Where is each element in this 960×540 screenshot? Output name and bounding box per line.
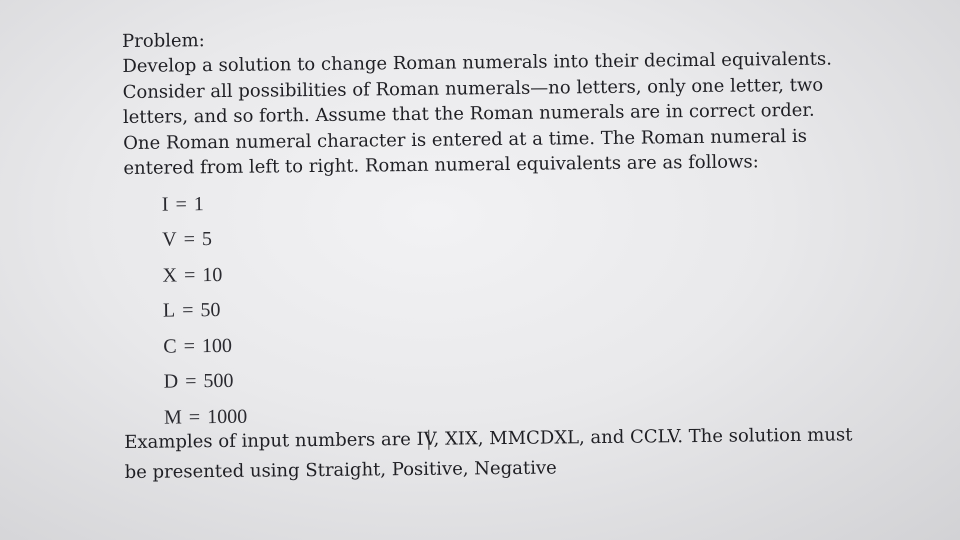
numeral-value: 50 [200,298,221,322]
equals-sign: = [183,263,196,286]
numeral: X [162,263,178,287]
examples-line: Examples of input numbers are IV, XIX, MMCDXL, and CCLV. The solution must [124,424,853,453]
equals-sign: = [182,299,194,322]
roman-equivalents-list [162,179,945,436]
description-line: One Roman numeral character is entered at a time. The Roman numeral is [123,125,808,154]
numeral-value: 5 [201,228,213,251]
numeral: L [162,299,176,322]
description-line: entered from left to right. Roman numeral equivalents are as follows: [123,151,759,179]
examples-paragraph [124,420,895,488]
problem-heading: Problem: [122,30,205,52]
description-line: letters, and so forth. Assume that the Roman numerals are in correct order. [122,99,815,128]
numeral: I [161,193,169,216]
problem-document [122,22,906,483]
numeral: C [163,334,177,358]
numeral: D [163,370,179,393]
equals-sign: = [175,192,187,215]
equals-sign: = [183,334,196,357]
description-line: Consider all possibilities of Roman numerals—no letters, only one letter, two [122,74,824,103]
numeral-value: 100 [201,334,233,357]
examples-line: be presented using Straight, Positive, Negative [124,457,557,483]
numeral: M [163,405,182,429]
description-line: Develop a solution to change Roman numerals into their decimal equivalents. [122,48,832,77]
numeral-value: 500 [203,369,234,393]
equals-sign: = [183,228,196,251]
numeral-value: 1000 [207,405,248,428]
equals-sign: = [185,370,197,393]
numeral-value: 1 [193,192,204,215]
numeral-value: 10 [202,263,223,286]
numeral: V [162,228,177,251]
problem-description [122,46,863,181]
equals-sign: = [188,405,201,428]
